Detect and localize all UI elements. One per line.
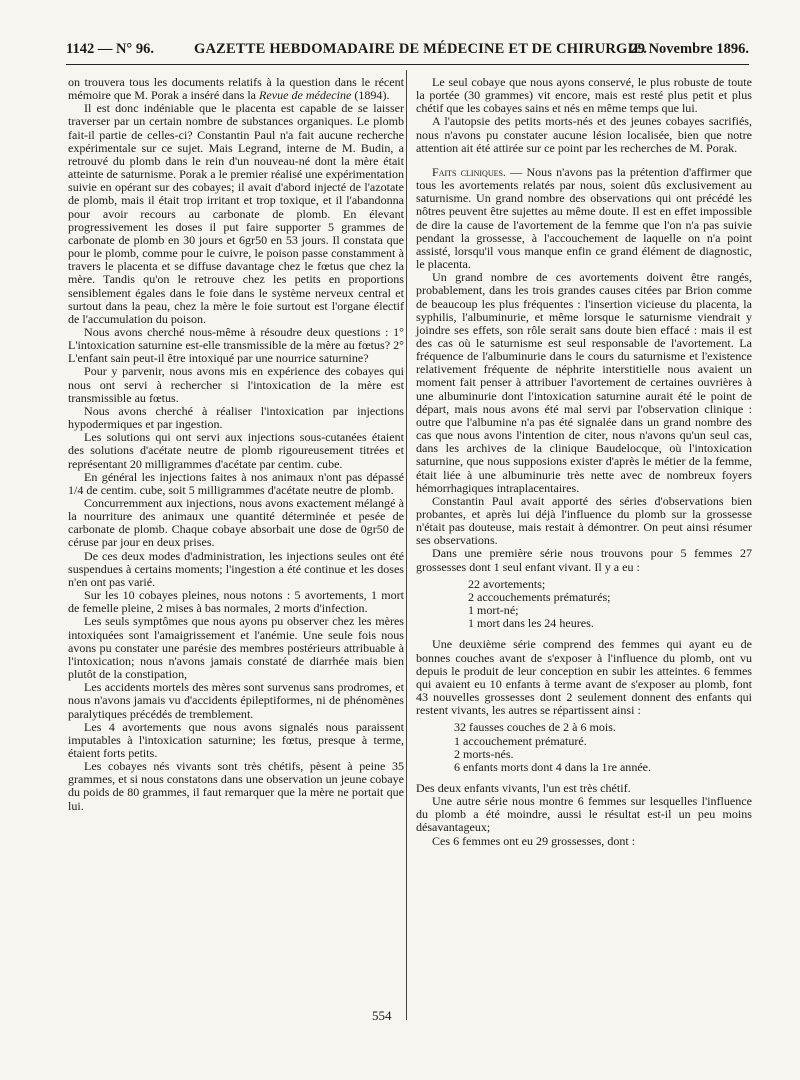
paragraph: Les cobayes nés vivants sont très chétifs, pèsent à peine 35 grammes, et si nous constatons dans une observation un jeune cobaye du poids de 80 grammes, il faut remarquer que la mère ne portait que lui. <box>68 759 404 813</box>
paragraph: Nous avons cherché à réaliser l'intoxication par injections hypodermiques et par ingestion. <box>68 403 404 432</box>
running-header <box>66 41 749 63</box>
paragraph: A l'autopsie des petits morts-nés et des jeunes cobayes sacrifiés, nous n'avons pu constater aucune lésion localisée, bien que notre attention ait été attirée sur ce point par les recherches de M. Porak. <box>416 114 752 155</box>
paragraph: Les solutions qui ont servi aux injections sous-cutanées étaient des solutions d'acétate neutre de plomb rigoureusement titrées et représentant 20 milligrammes d'acétate par centim. cube. <box>68 430 404 471</box>
list-item: 2 morts-nés. <box>454 746 514 761</box>
paragraph: Concurremment aux injections, nous avons exactement mélangé à la nourriture des animaux une quantité déterminée et pesée de carbonate de plomb. Chaque cobaye absorbait une dose de 0gr50 de céruse par jour en deux prises. <box>68 496 404 550</box>
issue-date: 29 Novembre 1896. <box>630 41 749 57</box>
list-item: 1 mort dans les 24 heures. <box>468 616 594 631</box>
paragraph: Des deux enfants vivants, l'un est très chétif. <box>416 780 631 795</box>
list-item: 32 fausses couches de 2 à 6 mois. <box>454 720 616 735</box>
paragraph: Le seul cobaye que nous ayons conservé, le plus robuste de toute la portée (30 grammes) vit encore, mais est resté plus petit et plus chétif que les cobayes sains et nés en même temps que lui. <box>416 75 752 116</box>
paragraph: Faits cliniques. — Nous n'avons pas la prétention d'affirmer que tous les avortements relatés par nous, soient dûs exclusivement au saturnisme. Un grand nombre des observations qui ont précédé les nôtres peuvent être sujettes au même doute. Il est en effet impossible de dire la cause de l'avortement de la femme que l'on n'a pas suivie pendant la grossesse, à l'accouchement de laquelle on n'a point assisté, lorsqu'il vous manque enfin ce grand élément de diagnostic, le placenta. <box>416 164 752 272</box>
paragraph: En général les injections faites à nos animaux n'ont pas dépassé 1/4 de centim. cube, soit 5 milligrammes d'acétate neutre de plomb. <box>68 469 404 497</box>
journal-title: GAZETTE HEBDOMADAIRE DE MÉDECINE ET DE CHIRURGIE. <box>194 41 648 57</box>
paragraph: Il est donc indéniable que le placenta est capable de se laisser traverser par un certain nombre de substances organiques. Le plomb fait-il partie de celles-ci? Constantin Paul n'a fait aucune recherche expérimentale sur ce sujet. Mais Legrand, interne de M. Budin, a retrouvé du plomb dans le rein d'un nouveau-né dont la mère était atteinte de saturnisme. Porak a le premier réalisé une expérimentation suivie en opérant sur des cobayes; il avait d'abord injecté de l'azotate de plomb, mais il était trop irritant et trop toxique, et il l'abandonna pour avoir recours au carbonate de plomb. En élevant progressivement les doses il put faire supporter 5 grammes de carbonate de plomb en 30 jours et 6gr50 en 53 jours. Il constata que pour le plomb, comme pour le cuivre, le poison passe constamment à travers le placenta et se diffuse davantage chez le fœtus que chez la mère. Tandis qu'on le retrouve chez les petits en proportions sensiblement égales dans le foie dans le système nerveux central et surtout dans la peau, chez la mère le foie surtout est l'organe électif de l'accumulation du poison. <box>68 101 404 326</box>
page-number: 554 <box>372 1008 392 1023</box>
paragraph: Une deuxième série comprend des femmes qui ayant eu de bonnes couches avant de s'exposer à l'influence du plomb, ont vu depuis le produit de leur conception en subir les atteintes. 6 femmes qui avaient eu 10 enfants à terme avant de s'exposer au plomb, font 43 nouvelles grossesses dont 2 seulement donnent des enfants qui restent vivants, les autres se répartissent ainsi : <box>416 637 752 718</box>
paragraph: Constantin Paul avait apporté des séries d'observations bien probantes, et après lui déjà l'influence du plomb sur la grossesse n'était pas douteuse, mais restait à démontrer. On peut ainsi résumer ses observations. <box>416 493 752 548</box>
list-item: 1 accouchement prématuré. <box>454 733 587 748</box>
paragraph: Une autre série nous montre 6 femmes sur lesquelles l'influence du plomb a été moindre, aussi le résultat est-il un peu moins désavantageux; <box>416 794 752 835</box>
section-lead: Faits cliniques. <box>432 164 506 179</box>
paragraph: De ces deux modes d'administration, les injections seules ont été suspendues à certains moments; l'ingestion a été continue et les doses n'en ont pas varié. <box>68 548 404 589</box>
column-divider <box>406 70 407 1020</box>
page-issue-number: 1142 — N° 96. <box>66 41 154 57</box>
paragraph: Un grand nombre de ces avortements doivent être rangés, probablement, dans les trois grandes causes citées par Brion comme de beaucoup les plus fréquentes : l'insertion vicieuse du placenta, la syphilis, l'albuminurie, et même lorsque le saturnisme viendrait y joindre ses effets, son rôle serait sans doute bien effacé : mais il est des cas où le saturnisme est seul responsable de l'avortement. La fréquence de l'albuminurie dans le cours du saturnisme et l'existence relativement fréquente de néphrite interstitielle nous avaient un moment fait penser à attribuer l'avortement de certaines ouvrières à une albuminurie dont l'intoxication saturnine aurait été le point de départ, mais nous avons été mal servi par l'observation clinique : outre que l'albumine n'a pas été signalée dans un grand nombre des cas que nous avons l'intention de citer, nous n'avons qu'un seul cas, dans les archives de la clinique Baudelocque, où l'intoxication saturnine, que nous supposions exister d'après le métier de la femme, était liée à une albuminurie très nette avec de nombreux foyers hémorrhagiques intraplacentaires. <box>416 270 752 495</box>
paragraph: on trouvera tous les documents relatifs à la question dans le récent mémoire que M. Porak a inséré dans la Revue de médecine (1894). <box>68 75 404 103</box>
list-item: 2 accouchements prématurés; <box>468 589 611 604</box>
paragraph: Les accidents mortels des mères sont survenus sans prodromes, et nous n'avons jamais vu d'accidents épileptiformes, ni de phénomènes paralytiques précédés de tremblement. <box>68 680 404 721</box>
paragraph: Sur les 10 cobayes pleines, nous notons : 5 avortements, 1 mort de femelle pleine, 2 mises à bas normales, 2 morts d'infection. <box>68 588 404 616</box>
list-item: 22 avortements; <box>468 576 546 591</box>
paragraph: Les 4 avortements que nous avons signalés nous paraissent imputables à l'intoxication saturnine; les fœtus, presque à terme, étaient forts petits. <box>68 719 404 760</box>
right-column <box>416 76 752 848</box>
series-one-list <box>416 578 752 631</box>
list-item: 1 mort-né; <box>468 603 519 618</box>
list-item: 6 enfants morts dont 4 dans la 1re année. <box>454 759 652 774</box>
paragraph: Pour y parvenir, nous avons mis en expérience des cobayes qui nous ont servi à rechercher si l'intoxication de la mère est transmissible au fœtus. <box>68 364 404 405</box>
paragraph: Dans une première série nous trouvons pour 5 femmes 27 grossesses dont 1 seul enfant vivant. Il y a eu : <box>416 546 752 574</box>
paragraph: Les seuls symptômes que nous ayons pu observer chez les mères intoxiquées sont l'amaigrissement et l'anémie. Une seule fois nous avons pu constater une parésie des membres postérieurs attribuable à l'intoxication; nous n'avons jamais constaté de diarrhée mais bien plutôt de la constipation, <box>68 614 404 682</box>
header-rule <box>66 64 749 65</box>
paragraph: Ces 6 femmes ont eu 29 grossesses, dont : <box>432 833 636 848</box>
series-two-list <box>416 721 752 774</box>
paragraph: Nous avons cherché nous-même à résoudre deux questions : 1° L'intoxication saturnine est-elle transmissible de la mère au fœtus? 2° L'enfant sain peut-il être intoxiqué par une nourrice saturnine? <box>68 324 404 366</box>
left-column <box>68 76 404 813</box>
